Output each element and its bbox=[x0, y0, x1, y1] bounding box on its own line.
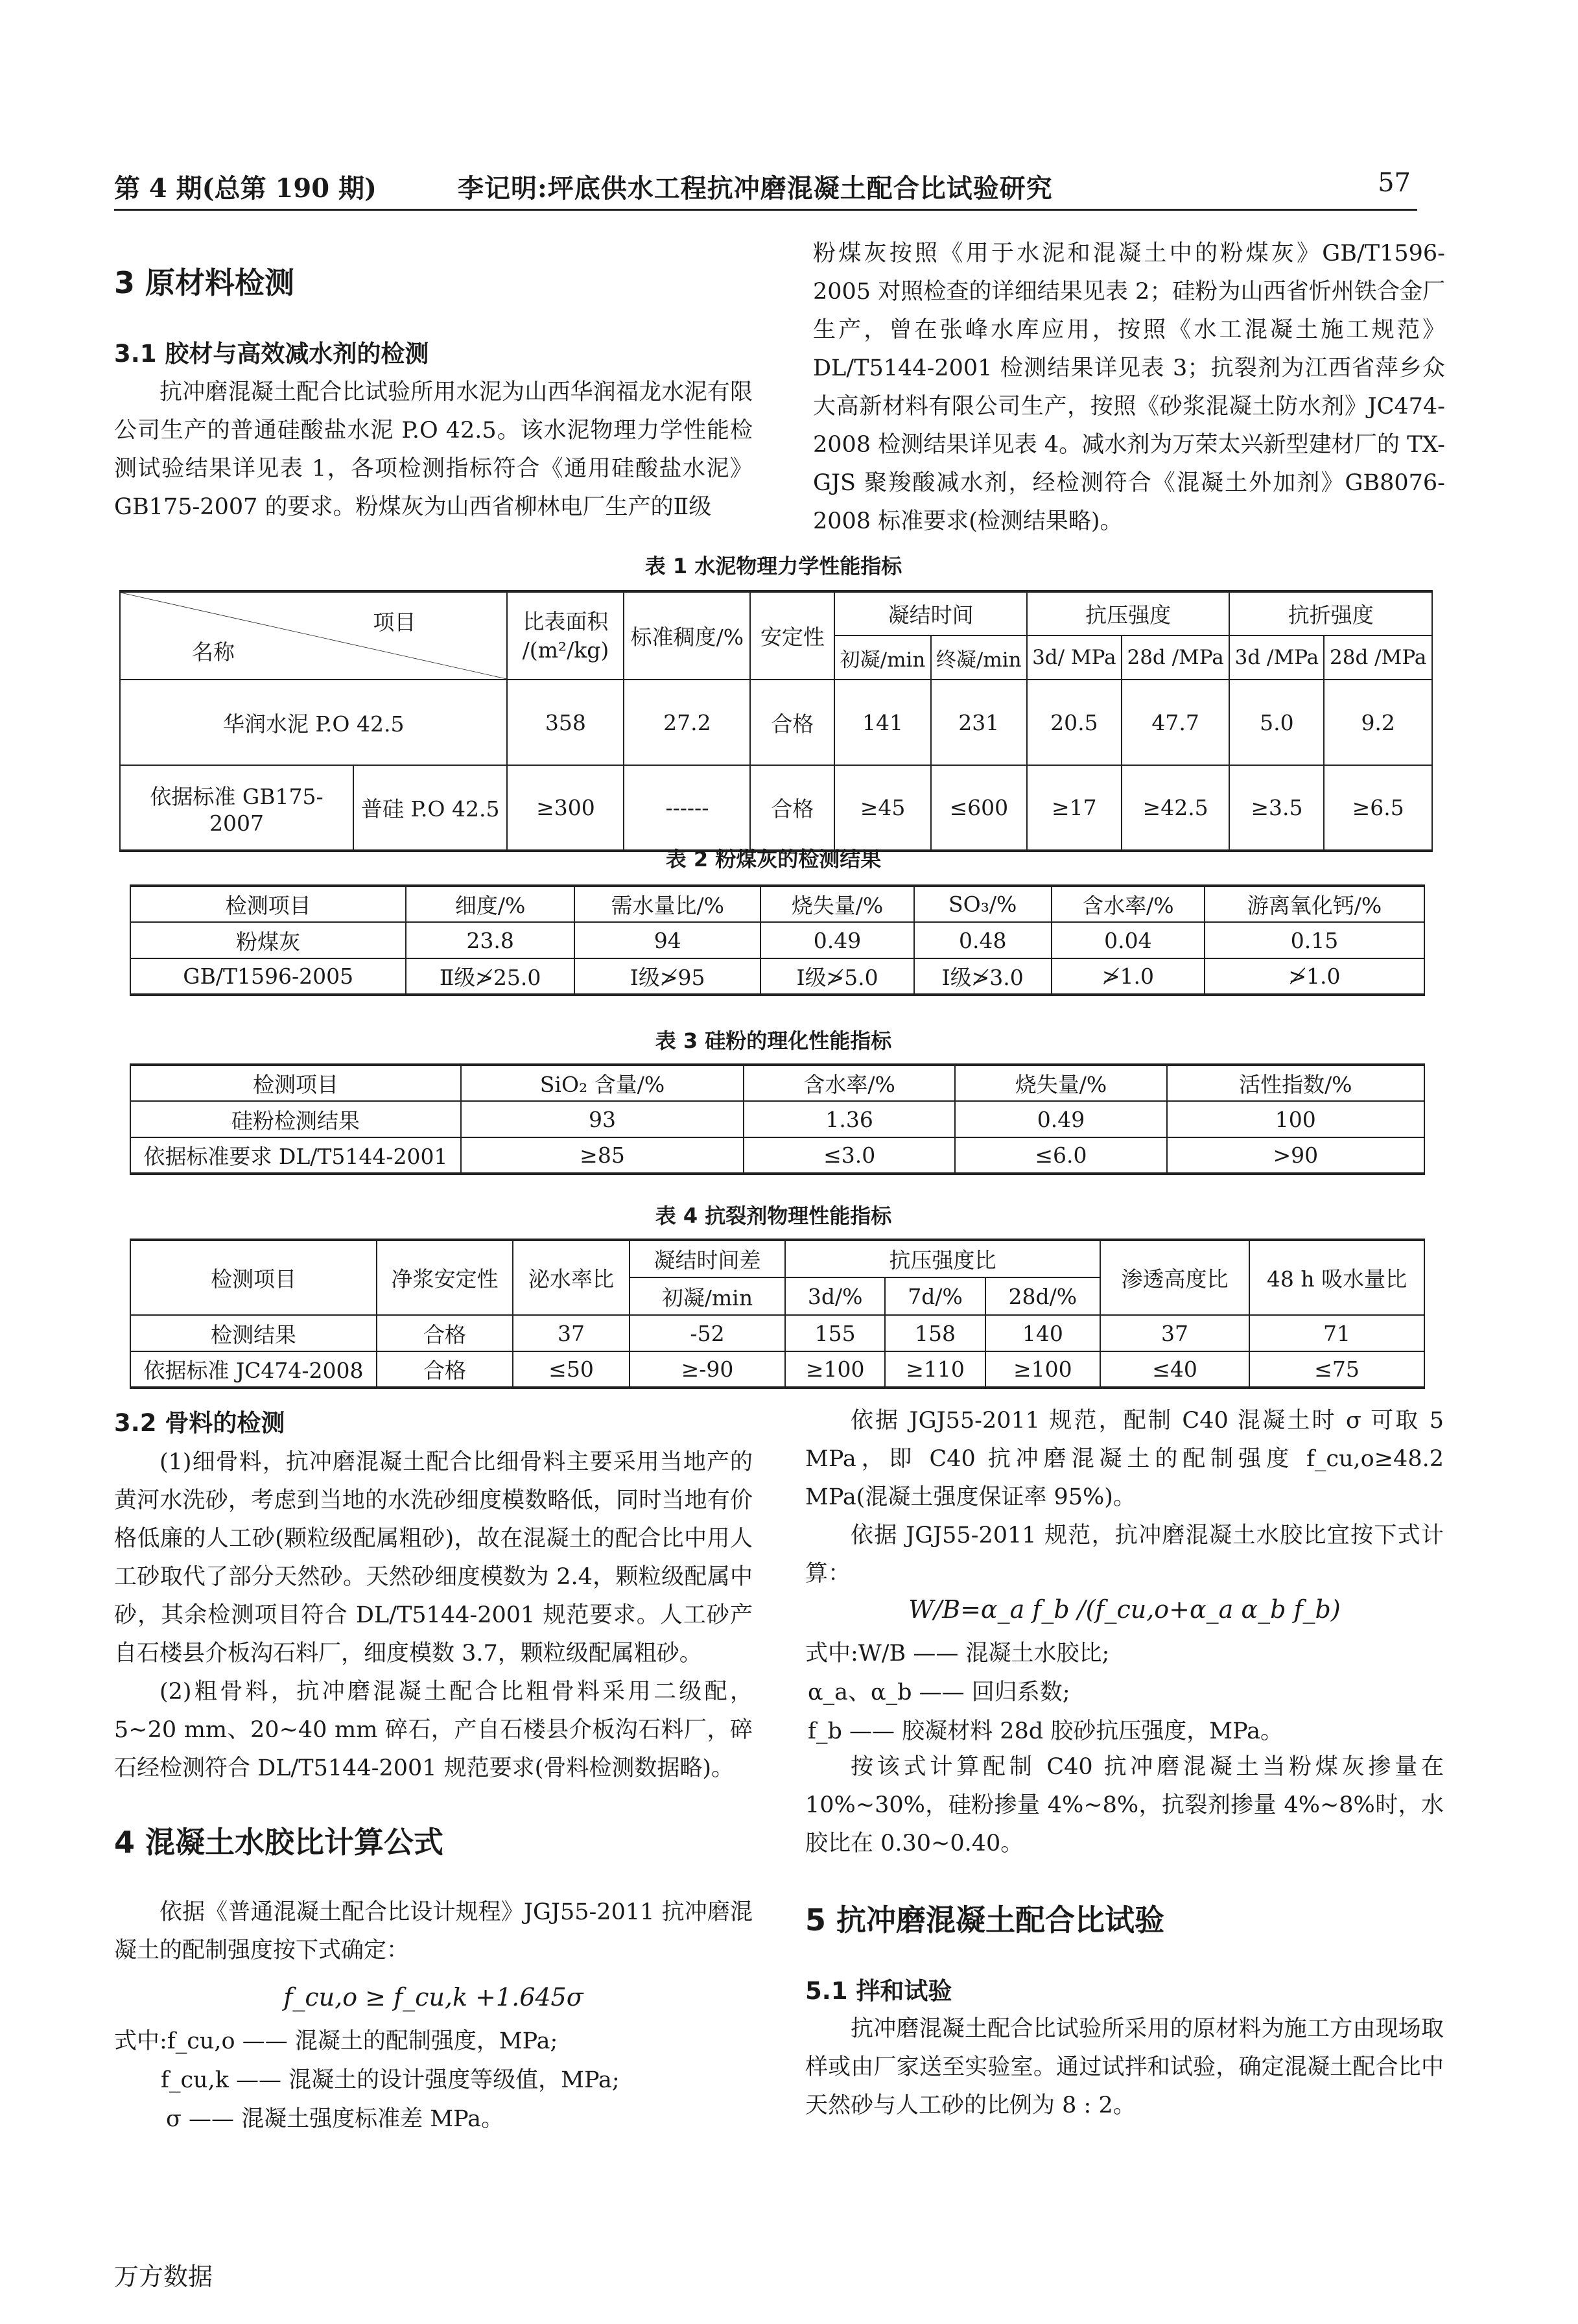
right-column-conclusion bbox=[805, 1748, 1444, 1863]
header-compressive: 抗压强度 bbox=[1027, 591, 1230, 635]
header-consistency: 标准稠度/% bbox=[624, 591, 750, 680]
cell: ≥110 bbox=[885, 1351, 985, 1388]
cell: >90 bbox=[1167, 1137, 1424, 1174]
definition: f_cu,k —— 混凝土的设计强度等级值，MPa; bbox=[161, 2067, 620, 2093]
cell: ≥100 bbox=[785, 1351, 885, 1388]
header-comp-3d: 3d/ MPa bbox=[1027, 635, 1122, 680]
cell: 100 bbox=[1167, 1101, 1424, 1137]
paragraph: 按该式计算配制 C40 抗冲磨混凝土当粉煤灰掺量在 10%~30%，硅粉掺量 4%~8%，抗裂剂掺量 4%~8%时，水胶比在 0.30~0.40。 bbox=[805, 1754, 1444, 1856]
cell: 依据标准 JC474-2008 bbox=[130, 1351, 377, 1388]
cell: 需水量比/% bbox=[574, 886, 761, 922]
cell: 358 bbox=[507, 680, 624, 765]
formula-strength: f_cu,o ≥ f_cu,k +1.645σ bbox=[283, 1983, 583, 2011]
cell: 依据标准 GB175-2007 bbox=[120, 765, 353, 851]
section-3-1-para-left bbox=[114, 374, 753, 527]
header-initial-set: 初凝/min bbox=[834, 635, 930, 680]
cell: SO₃/% bbox=[914, 886, 1052, 922]
paragraph: 抗冲磨混凝土配合比试验所用水泥为山西华润福龙水泥有限公司生产的普通硅酸盐水泥 P.O 42.5。该水泥物理力学性能检测试验结果详见表 1，各项检测指标符合《通用硅酸盐水泥》GB175-2007 的要求。粉煤灰为山西省柳林电厂生产的Ⅱ级 bbox=[114, 379, 753, 520]
table-1-corner-cell bbox=[120, 591, 507, 680]
cell: 140 bbox=[985, 1315, 1100, 1351]
header-setting-time: 凝结时间 bbox=[834, 591, 1026, 635]
definition: f_b —— 胶凝材料 28d 胶砂抗压强度，MPa。 bbox=[808, 1718, 1283, 1744]
paragraph: 粉煤灰按照《用于水泥和混凝土中的粉煤灰》GB/T1596-2005 对照检查的详细结果见表 2；硅粉为山西省忻州铁合金厂生产，曾在张峰水库应用，按照《水工混凝土施工规范》DL/T5144-2001 检测结果详见表 3；抗裂剂为江西省萍乡众大高新材料有限公司生产，按照《砂浆混凝土防水剂》JC474-2008 检测结果详见表 4。减水剂为万荣太兴新型建材厂的 TX-GJS 聚羧酸减水剂，经检测符合《混凝土外加剂》GB8076-2008 标准要求(检测结果略)。 bbox=[813, 241, 1445, 534]
cell: 0.49 bbox=[760, 922, 913, 958]
cell: 47.7 bbox=[1122, 680, 1230, 765]
header-rule bbox=[114, 209, 1417, 211]
paragraph: (1)细骨料，抗冲磨混凝土配合比细骨料主要采用当地产的黄河水洗砂，考虑到当地的水洗砂细度模数略低，同时当地有价格低廉的人工砂(颗粒级配属粗砂)，故在混凝土的配合比中用人工砂取代了部分天然砂。天然砂细度模数为 2.4，颗粒级配属中砂，其余检测项目符合 DL/T5144-2001 规范要求。人工砂产自石楼县介板沟石料厂，细度模数 3.7，颗粒级配属粗砂。 bbox=[114, 1449, 753, 1666]
cell: 检测结果 bbox=[130, 1315, 377, 1351]
table-4-caption: 表 4 抗裂剂物理性能指标 bbox=[655, 1204, 892, 1228]
cell: ≤40 bbox=[1100, 1351, 1249, 1388]
section-5-1-body bbox=[805, 2010, 1444, 2125]
header-comp-ratio: 抗压强度比 bbox=[785, 1240, 1100, 1277]
cell: 1.36 bbox=[744, 1101, 955, 1137]
table-3 bbox=[130, 1063, 1425, 1175]
header-permeability: 渗透高度比 bbox=[1100, 1240, 1249, 1315]
section-5-1-title: 5.1 拌和试验 bbox=[805, 1977, 952, 2005]
cell: 含水率/% bbox=[1052, 886, 1205, 922]
cell: 71 bbox=[1249, 1315, 1424, 1351]
cell: ≥45 bbox=[834, 765, 930, 851]
footer-watermark: 万方数据 bbox=[114, 2262, 213, 2291]
paragraph: 依据 JGJ55-2011 规范，配制 C40 混凝土时 σ 可取 5 MPa，即 C40 抗冲磨混凝土的配制强度 f_cu,o≥48.2 MPa(混凝土强度保证率 95%)。 bbox=[805, 1408, 1444, 1510]
header-7d: 7d/% bbox=[885, 1277, 985, 1315]
table-1-caption: 表 1 水泥物理力学性能指标 bbox=[644, 554, 902, 578]
running-title: 李记明:坪底供水工程抗冲磨混凝土配合比试验研究 bbox=[458, 173, 1053, 204]
definition: σ —— 混凝土强度标准差 MPa。 bbox=[166, 2106, 504, 2132]
cell: ≥100 bbox=[985, 1351, 1100, 1388]
header-28d: 28d/% bbox=[985, 1277, 1100, 1315]
cell: 合格 bbox=[377, 1315, 513, 1351]
table-header-row bbox=[130, 886, 1424, 922]
cell: ≥-90 bbox=[630, 1351, 785, 1388]
header-item: 检测项目 bbox=[130, 1240, 377, 1315]
cell: 合格 bbox=[750, 680, 834, 765]
issue-label: 第 4 期(总第 190 期) bbox=[114, 173, 377, 204]
header-absorption: 48 h 吸水量比 bbox=[1249, 1240, 1424, 1315]
cell: 硅粉检测结果 bbox=[130, 1101, 461, 1137]
section-4-title: 4 混凝土水胶比计算公式 bbox=[114, 1825, 444, 1860]
table-row bbox=[130, 922, 1424, 958]
cell: Ⅱ级≯25.0 bbox=[406, 958, 574, 995]
section-3-1-title: 3.1 胶材与高效减水剂的检测 bbox=[114, 340, 429, 368]
cell: ≥6.5 bbox=[1324, 765, 1432, 851]
header-initial-set: 初凝/min bbox=[630, 1277, 785, 1315]
header-comp-28d: 28d /MPa bbox=[1122, 635, 1230, 680]
cell: Ⅰ级≯95 bbox=[574, 958, 761, 995]
cell: 0.04 bbox=[1052, 922, 1205, 958]
table-row bbox=[130, 958, 1424, 995]
page-number: 57 bbox=[1378, 168, 1411, 198]
cell: ≤6.0 bbox=[955, 1137, 1166, 1174]
cell: 华润水泥 P.O 42.5 bbox=[120, 680, 507, 765]
table-row bbox=[130, 1137, 1424, 1174]
cell: 9.2 bbox=[1324, 680, 1432, 765]
table-4 bbox=[130, 1239, 1425, 1389]
cell: 合格 bbox=[750, 765, 834, 851]
header-item: 项目 bbox=[373, 610, 416, 635]
paragraph: 依据 JGJ55-2011 规范，抗冲磨混凝土水胶比宜按下式计算： bbox=[805, 1523, 1444, 1587]
cell: ------ bbox=[624, 765, 750, 851]
cell: 27.2 bbox=[624, 680, 750, 765]
cell: ≥17 bbox=[1027, 765, 1122, 851]
header-soundness: 净浆安定性 bbox=[377, 1240, 513, 1315]
header-area: 比表面积 /(m²/kg) bbox=[507, 591, 624, 680]
paragraph: (2)粗骨料，抗冲磨混凝土配合比粗骨料采用二级配，5~20 mm、20~40 mm 碎石，产自石楼县介板沟石料厂，碎石经检测符合 DL/T5144-2001 规范要求(骨料检测数据略)。 bbox=[114, 1679, 753, 1781]
cell: ≤3.0 bbox=[744, 1137, 955, 1174]
section-5-title: 5 抗冲磨混凝土配合比试验 bbox=[805, 1903, 1165, 1938]
cell: ≤75 bbox=[1249, 1351, 1424, 1388]
cell: 231 bbox=[931, 680, 1027, 765]
cell: ≯1.0 bbox=[1205, 958, 1424, 995]
paragraph: 依据《普通混凝土配合比设计规程》JGJ55-2011 抗冲磨混凝土的配制强度按下式确定： bbox=[114, 1899, 753, 1963]
header-soundness: 安定性 bbox=[750, 591, 834, 680]
cell: 94 bbox=[574, 922, 761, 958]
section-3-2-title: 3.2 骨料的检测 bbox=[114, 1409, 285, 1437]
cell: 93 bbox=[461, 1101, 744, 1137]
paragraph: 抗冲磨混凝土配合比试验所采用的原材料为施工方由现场取样或由厂家送至实验室。通过试拌和试验，确定混凝土配合比中天然砂与人工砂的比例为 8 : 2。 bbox=[805, 2016, 1444, 2118]
formula-definitions bbox=[114, 2022, 753, 2139]
formula-definitions-right bbox=[805, 1634, 1444, 1751]
cell: 细度/% bbox=[406, 886, 574, 922]
table-row bbox=[130, 1315, 1424, 1351]
cell: 37 bbox=[513, 1315, 630, 1351]
table-2-caption: 表 2 粉煤灰的检测结果 bbox=[665, 847, 882, 872]
cell: ≤600 bbox=[931, 765, 1027, 851]
cell: 141 bbox=[834, 680, 930, 765]
header-bleeding: 泌水率比 bbox=[513, 1240, 630, 1315]
cell: Ⅰ级≯3.0 bbox=[914, 958, 1052, 995]
cell: 合格 bbox=[377, 1351, 513, 1388]
section-3-2-body bbox=[114, 1443, 753, 1788]
cell: 烧失量/% bbox=[760, 886, 913, 922]
cell: 23.8 bbox=[406, 922, 574, 958]
cell: 依据标准要求 DL/T5144-2001 bbox=[130, 1137, 461, 1174]
table-header-row bbox=[130, 1065, 1424, 1101]
cell: 检测项目 bbox=[130, 1065, 461, 1101]
section-3-title: 3 原材料检测 bbox=[114, 265, 295, 300]
cell: 0.48 bbox=[914, 922, 1052, 958]
section-3-1-para-right bbox=[813, 235, 1445, 541]
definition: 式中:f_cu,o —— 混凝土的配制强度，MPa; bbox=[114, 2028, 558, 2054]
table-1 bbox=[119, 590, 1433, 852]
header-final-set: 终凝/min bbox=[931, 635, 1027, 680]
cell: 0.15 bbox=[1205, 922, 1424, 958]
cell: 0.49 bbox=[955, 1101, 1166, 1137]
cell: 游离氧化钙/% bbox=[1205, 886, 1424, 922]
cell: ≥300 bbox=[507, 765, 624, 851]
header-flexural: 抗折强度 bbox=[1229, 591, 1432, 635]
cell: Ⅰ级≯5.0 bbox=[760, 958, 913, 995]
cell: 158 bbox=[885, 1315, 985, 1351]
cell: -52 bbox=[630, 1315, 785, 1351]
right-column-body bbox=[805, 1402, 1444, 1593]
cell: ≥3.5 bbox=[1229, 765, 1324, 851]
cell: 粉煤灰 bbox=[130, 922, 406, 958]
section-4-body bbox=[114, 1893, 753, 1970]
diagonal-line bbox=[121, 593, 506, 679]
table-2 bbox=[130, 884, 1425, 996]
cell: 烧失量/% bbox=[955, 1065, 1166, 1101]
cell: 普硅 P.O 42.5 bbox=[353, 765, 507, 851]
cell: 155 bbox=[785, 1315, 885, 1351]
running-header bbox=[114, 164, 1417, 209]
cell: 活性指数/% bbox=[1167, 1065, 1424, 1101]
cell: 20.5 bbox=[1027, 680, 1122, 765]
cell: 含水率/% bbox=[744, 1065, 955, 1101]
header-flex-3d: 3d /MPa bbox=[1229, 635, 1324, 680]
definition: 式中:W/B —— 混凝土水胶比; bbox=[805, 1641, 1110, 1666]
formula-water-binder: W/B=α_a f_b /(f_cu,o+α_a α_b f_b) bbox=[908, 1595, 1341, 1624]
cell: ≤50 bbox=[513, 1351, 630, 1388]
table-3-caption: 表 3 硅粉的理化性能指标 bbox=[655, 1028, 892, 1053]
cell: GB/T1596-2005 bbox=[130, 958, 406, 995]
table-row bbox=[120, 765, 1432, 851]
definition: α_a、α_b —— 回归系数; bbox=[808, 1679, 1070, 1705]
table-row bbox=[120, 680, 1432, 765]
cell: ≥85 bbox=[461, 1137, 744, 1174]
header-set-diff: 凝结时间差 bbox=[630, 1240, 785, 1277]
cell: 5.0 bbox=[1229, 680, 1324, 765]
cell: 37 bbox=[1100, 1315, 1249, 1351]
header-flex-28d: 28d /MPa bbox=[1324, 635, 1432, 680]
table-row bbox=[130, 1351, 1424, 1388]
cell: 检测项目 bbox=[130, 886, 406, 922]
cell: SiO₂ 含量/% bbox=[461, 1065, 744, 1101]
cell: ≥42.5 bbox=[1122, 765, 1230, 851]
table-row bbox=[130, 1101, 1424, 1137]
cell: ≯1.0 bbox=[1052, 958, 1205, 995]
header-3d: 3d/% bbox=[785, 1277, 885, 1315]
header-name: 名称 bbox=[192, 639, 235, 665]
